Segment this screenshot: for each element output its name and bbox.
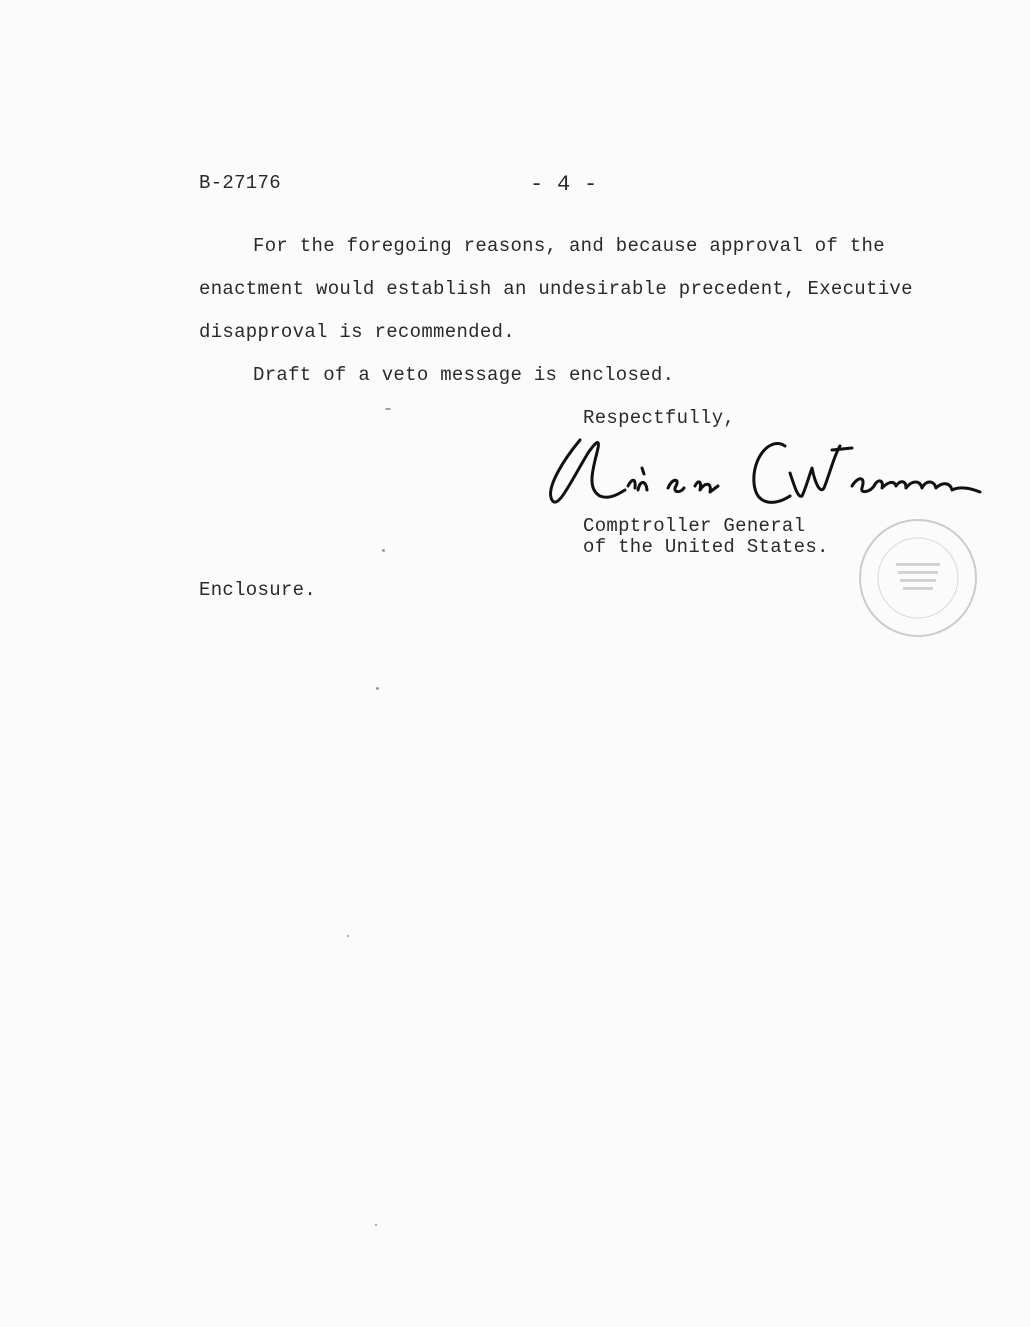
library-stamp (848, 513, 988, 643)
paragraph-1-line-1: For the foregoing reasons, and because approval of the (253, 235, 885, 257)
paper-speck (382, 549, 385, 552)
paper-speck (347, 935, 349, 937)
paper-speck (375, 1224, 377, 1226)
enclosure-note: Enclosure. (199, 579, 317, 601)
file-number: B-27176 (199, 172, 281, 194)
signatory-title-line-1: Comptroller General (583, 515, 806, 537)
paragraph-1-line-3: disapproval is recommended. (199, 321, 515, 343)
paper-speck (385, 408, 391, 410)
signatory-title-line-2: of the United States. (583, 536, 829, 558)
page-number: - 4 - (530, 172, 598, 197)
paragraph-2: Draft of a veto message is enclosed. (253, 364, 675, 386)
handwritten-signature (540, 428, 990, 523)
closing: Respectfully, (583, 407, 736, 429)
paper-speck (376, 687, 379, 690)
paragraph-1-line-2: enactment would establish an undesirable precedent, Executive (199, 278, 913, 300)
